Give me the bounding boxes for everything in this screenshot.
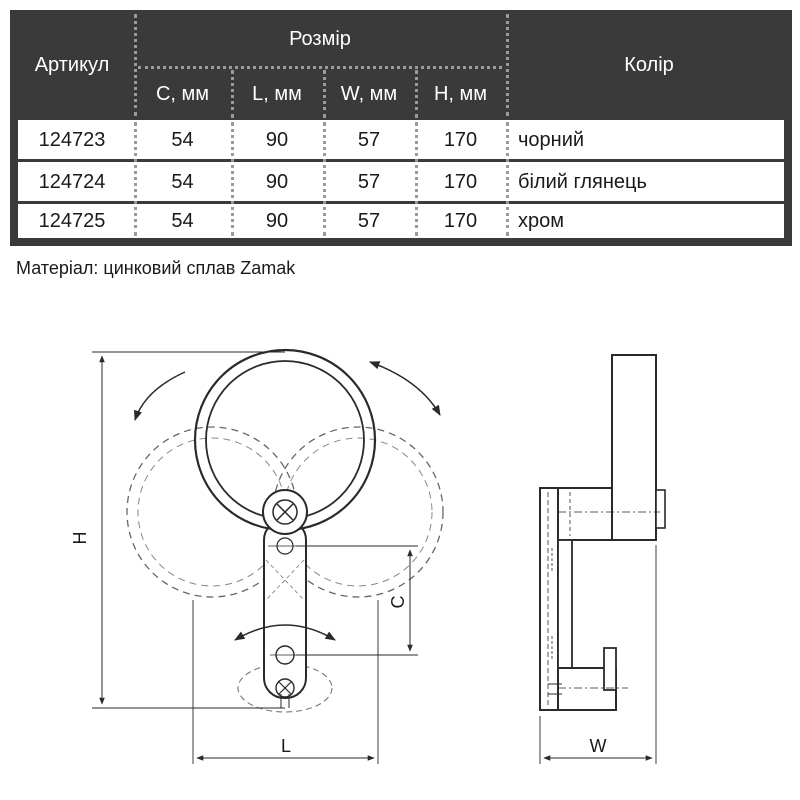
cell-l: 90 [265, 209, 289, 232]
side-view [540, 355, 665, 764]
header-divider [138, 66, 502, 69]
hook-arm [264, 520, 306, 698]
cell-w: 57 [357, 128, 381, 151]
header-col-c: C, мм [155, 82, 210, 105]
header-divider [231, 70, 234, 118]
dim-w-label: W [589, 736, 607, 756]
dim-h-label: H [70, 531, 90, 545]
connector-body [558, 540, 572, 668]
rotation-arrow-right [370, 362, 440, 415]
spec-table [10, 10, 792, 246]
header-divider [415, 70, 418, 118]
header-divider [323, 70, 326, 118]
technical-drawing [0, 300, 800, 800]
ring-side-knob [656, 490, 665, 528]
base-mount [540, 488, 558, 710]
cell-l: 90 [265, 170, 289, 193]
rotation-arrow-left [135, 372, 185, 420]
cell-c: 54 [171, 170, 194, 193]
cell-article: 124725 [38, 209, 106, 232]
dim-c-label: C [388, 595, 408, 609]
header-col-l: L, мм [252, 82, 302, 105]
cell-article: 124723 [38, 128, 106, 151]
cell-color: хром [518, 209, 564, 232]
cell-color: чорний [518, 128, 585, 151]
dim-l-label: L [280, 736, 292, 756]
cell-h: 170 [443, 170, 478, 193]
cell-h: 170 [443, 209, 478, 232]
front-view [92, 350, 443, 764]
cell-c: 54 [171, 128, 194, 151]
header-divider [134, 14, 137, 116]
header-article: Артикул [34, 53, 110, 76]
header-divider [506, 14, 509, 116]
cell-w: 57 [357, 170, 381, 193]
header-size-group: Розмір [289, 27, 351, 50]
material-note: Матеріал: цинковий сплав Zamak [16, 258, 296, 278]
cell-article: 124724 [38, 170, 106, 193]
cell-h: 170 [443, 128, 478, 151]
header-color: Колір [624, 53, 674, 76]
cell-l: 90 [265, 128, 289, 151]
cell-c: 54 [171, 209, 194, 232]
lower-hook-tip [604, 648, 616, 690]
cell-color: білий глянець [518, 170, 647, 193]
header-col-h: H, мм [433, 82, 488, 105]
upper-arm [558, 488, 612, 540]
header-col-w: W, мм [340, 82, 398, 105]
cell-w: 57 [357, 209, 381, 232]
